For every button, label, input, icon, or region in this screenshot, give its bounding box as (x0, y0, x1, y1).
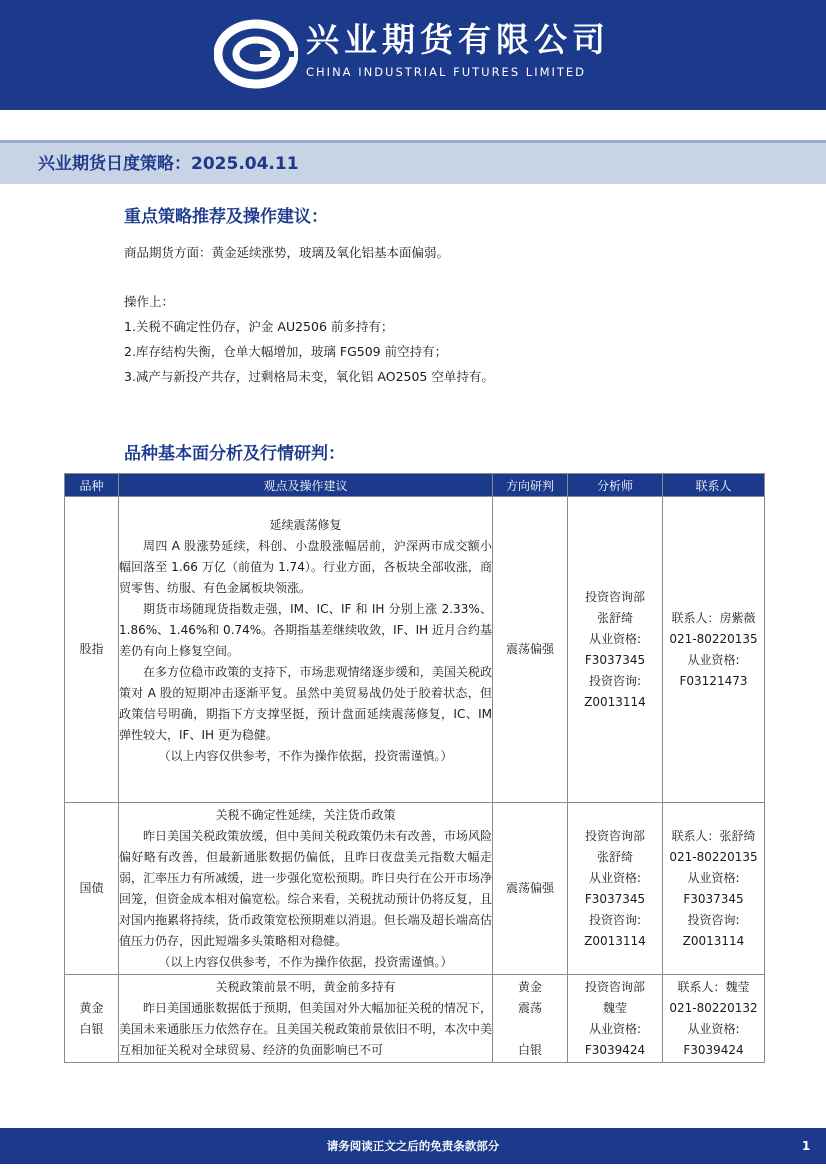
view-cell (119, 803, 493, 975)
company-name-cn: 兴业期货有限公司 (306, 20, 610, 59)
variety-line: 黄金 (79, 1000, 104, 1015)
contact-line: 021-80220135 (669, 631, 758, 646)
contact-cell (663, 975, 765, 1063)
contact-line: 021-80220132 (669, 1000, 758, 1015)
view-title: 关税政策前景不明，黄金前多持有 (215, 979, 396, 994)
direction-cell (493, 975, 568, 1063)
direction-cell: 震荡偏强 (493, 803, 568, 975)
contact-cell (663, 497, 765, 803)
analyst-line: 张舒绮 (596, 610, 633, 625)
company-logo-icon (214, 16, 298, 92)
column-header: 品种 (65, 474, 119, 497)
contact-line: 从业资格: (687, 1021, 740, 1036)
analyst-cell (568, 497, 663, 803)
view-paragraph: 在多方位稳市政策的支持下，市场悲观情绪逐步缓和，美国关税政策对 A 股的短期冲击逐渐平复。虽然中美贸易战仍处于胶着状态，但政策信号明确，期指下方支撑坚挺，预计盘面延续震荡修复，IC、IM 弹性较大，IF、IH 更为稳健。 (119, 664, 492, 742)
analyst-line: 从业资格: (588, 1021, 642, 1036)
analyst-line: Z0013114 (584, 694, 646, 709)
analysis-heading: 品种基本面分析及行情研判： (124, 444, 345, 464)
ops-item: 1.关税不确定性仍存，沪金 AU2506 前多持有； (124, 319, 394, 334)
analyst-line: 投资咨询部 (584, 828, 645, 843)
analyst-line: Z0013114 (584, 933, 646, 948)
analyst-line: 魏莹 (602, 1000, 627, 1015)
direction-line (493, 1019, 567, 1040)
view-paragraph: 昨日美国通胀数据低于预期，但美国对外大幅加征关税的情况下，美国未来通胀压力依然存在。且美国关税政策前景依旧不明，本次中美互相加征关税对全球贸易、经济的负面影响已不可 (119, 1000, 492, 1057)
analyst-line: 投资咨询部 (584, 589, 645, 604)
contact-line: 投资咨询: (687, 912, 740, 927)
contact-line: 联系人：魏莹 (677, 979, 750, 994)
analyst-cell (568, 975, 663, 1063)
analyst-cell (568, 803, 663, 975)
analysis-table (64, 473, 765, 1063)
view-paragraph: 昨日美国关税政策放缓，但中美间关税政策仍未有改善，市场风险偏好略有改善，但最新通胀数据仍偏低，且昨日夜盘美元指数大幅走弱，汇率压力有所减缓，进一步强化宽松预期。昨日央行在公开市场净回笼，但资金成本相对偏宽松。综合来看，关税扰动预计仍将反复，且对国内拖累将持续，货币政策宽松预期难以消退。但长端及超长端高估值压力仍存，因此短端多头策略相对稳健。 (119, 828, 492, 948)
direction-line: 白银 (517, 1042, 542, 1057)
view-title: 关税不确定性延续，关注货币政策 (215, 807, 396, 822)
contact-line: 联系人：张舒绮 (671, 828, 756, 843)
page-number: 1 (801, 1139, 811, 1153)
view-paragraph: 期货市场随现货指数走强，IM、IC、IF 和 IH 分别上涨 2.33%、1.86%、1.46%和 0.74%。各期指基差继续收敛，IF、IH 近月合约基差仍有向上修复空间。 (119, 601, 492, 658)
table-header-row (65, 474, 765, 497)
contact-line: F3037345 (683, 891, 744, 906)
variety-cell: 股指 (65, 497, 119, 803)
variety-line: 白银 (79, 1021, 104, 1036)
contact-line: Z0013114 (682, 933, 745, 948)
analyst-line: F3037345 (584, 891, 646, 906)
view-title: 延续震荡修复 (269, 517, 342, 532)
column-header: 联系人 (663, 474, 765, 497)
analyst-line: F3039424 (584, 1042, 646, 1057)
footer-disclaimer: 请务阅读正文之后的免责条款部分 (326, 1139, 500, 1153)
analyst-line: 投资咨询: (588, 673, 642, 688)
variety-cell: 国债 (65, 803, 119, 975)
analyst-line: 投资咨询部 (584, 979, 645, 994)
strategy-heading: 重点策略推荐及操作建议： (124, 207, 328, 227)
ops-item: 2.库存结构失衡，仓单大幅增加，玻璃 FG509 前空持有； (124, 344, 448, 359)
contact-line: 联系人：房紫薇 (671, 610, 756, 625)
ops-label: 操作上： (124, 294, 175, 309)
strategy-summary: 商品期货方面：黄金延续涨势，玻璃及氧化铝基本面偏弱。 (124, 245, 450, 260)
column-header: 观点及操作建议 (119, 474, 493, 497)
analyst-line: 从业资格: (588, 631, 642, 646)
contact-cell (663, 803, 765, 975)
contact-line: 从业资格: (687, 652, 740, 667)
ops-item: 3.减产与新投产共存，过剩格局未变，氧化铝 AO2505 空单持有。 (124, 369, 494, 384)
view-cell (119, 497, 493, 803)
view-cell (119, 975, 493, 1063)
column-header: 分析师 (568, 474, 663, 497)
contact-line: 021-80220135 (669, 849, 758, 864)
table-row (65, 975, 765, 1063)
report-title: 兴业期货日度策略：2025.04.11 (38, 154, 299, 174)
variety-cell (65, 975, 119, 1063)
view-paragraph: 周四 A 股涨势延续，科创、小盘股涨幅居前，沪深两市成交额小幅回落至 1.66 万亿（前值为 1.74）。行业方面，各板块全部收涨，商贸零售、纺服、有色金属板块领涨。 (119, 538, 492, 595)
disclaimer-note: （以上内容仅供参考，不作为操作依据，投资需谨慎。） (158, 954, 453, 969)
company-name-en: CHINA INDUSTRIAL FUTURES LIMITED (306, 65, 587, 79)
header-band (0, 0, 826, 110)
analyst-line: 张舒绮 (596, 849, 633, 864)
contact-line: F03121473 (679, 673, 748, 688)
direction-cell: 震荡偏强 (493, 497, 568, 803)
disclaimer-note: （以上内容仅供参考，不作为操作依据，投资需谨慎。） (158, 748, 453, 763)
column-header: 方向研判 (493, 474, 568, 497)
contact-line: 从业资格: (687, 870, 740, 885)
direction-line: 震荡 (517, 1000, 542, 1015)
table-row (65, 803, 765, 975)
direction-line: 黄金 (517, 979, 542, 994)
table-row (65, 497, 765, 803)
analyst-line: F3037345 (584, 652, 646, 667)
contact-line: F3039424 (683, 1042, 744, 1057)
analyst-line: 投资咨询: (588, 912, 642, 927)
analyst-line: 从业资格: (588, 870, 642, 885)
